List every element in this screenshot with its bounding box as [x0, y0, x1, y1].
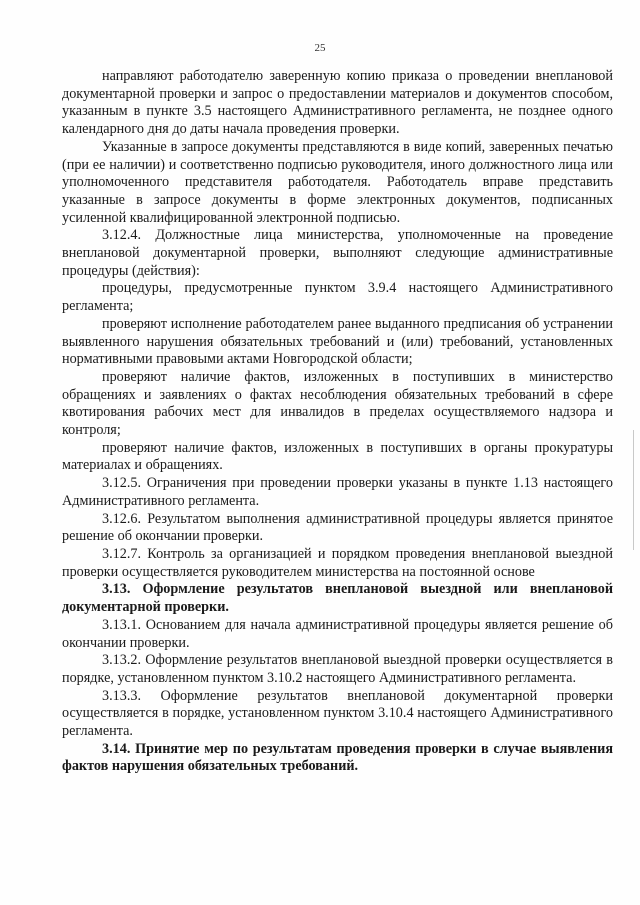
paragraph: проверяют исполнение работодателем ранее выданного предписания об устранении выявленного нарушения обязательных требований и (или) требований, установленных нормативными правовыми актами Новгородской области; [62, 315, 613, 368]
paragraph: 3.13.2. Оформление результатов внеплановой выездной проверки осуществляется в порядке, установленном пунктом 3.10.2 настоящего Административного регламента. [62, 652, 613, 686]
paragraph: 3.12.4. Должностные лица министерства, уполномоченные на проведение внеплановой документарной проверки, выполняют следующие административные процедуры (действия): [62, 227, 613, 279]
paragraph: проверяют наличие фактов, изложенных в поступивших в министерство обращениях и заявлениях о фактах несоблюдения обязательных требований в сфере квотирования рабочих мест для инвалидов в пределах осуществляемого надзора и контроля; [62, 368, 613, 439]
scan-edge-mark [633, 430, 634, 550]
section-heading: 3.14. Принятие мер по результатам проведения проверки в случае выявления фактов нарушения обязательных требований. [62, 740, 613, 775]
section-heading: 3.13. Оформление результатов внеплановой выездной или внеплановой документарной проверки. [62, 581, 613, 616]
paragraph: 3.12.7. Контроль за организацией и порядком проведения внеплановой выездной проверки осуществляется руководителем министерства на постоянной основе [62, 545, 613, 580]
paragraph: Указанные в запросе документы представляются в виде копий, заверенных печатью (при ее наличии) и соответственно подписью руководителя, иного должностного лица или уполномоченного представителя работодателя. Работодатель вправе представить указанные в запросе документы в форме электронных документов, подписанных усиленной квалифицированной электронной подписью. [62, 138, 613, 226]
paragraph: проверяют наличие фактов, изложенных в поступивших в органы прокуратуры материалах и обращениях. [62, 439, 613, 474]
paragraph: 3.13.1. Основанием для начала административной процедуры является решение об окончании проверки. [62, 616, 613, 651]
paragraph: 3.13.3. Оформление результатов внеплановой документарной проверки осуществляется в порядке, установленном пунктом 3.10.4 настоящего Административного регламента. [62, 687, 613, 740]
paragraph: 3.12.5. Ограничения при проведении проверки указаны в пункте 1.13 настоящего Административного регламента. [62, 475, 613, 509]
paragraph: направляют работодателю заверенную копию приказа о проведении внеплановой документарной проверки и запрос о предоставлении материалов и документов способом, указанным в пункте 3.5 настоящего Административного регламента, не позднее одного календарного дня до даты начала проведения проверки. [62, 68, 613, 138]
document-body [62, 68, 613, 776]
paragraph: 3.12.6. Результатом выполнения административной процедуры является принятое решение об окончании проверки. [62, 510, 613, 545]
page-number: 25 [314, 42, 326, 54]
paragraph: процедуры, предусмотренные пунктом 3.9.4 настоящего Административного регламента; [62, 280, 613, 315]
